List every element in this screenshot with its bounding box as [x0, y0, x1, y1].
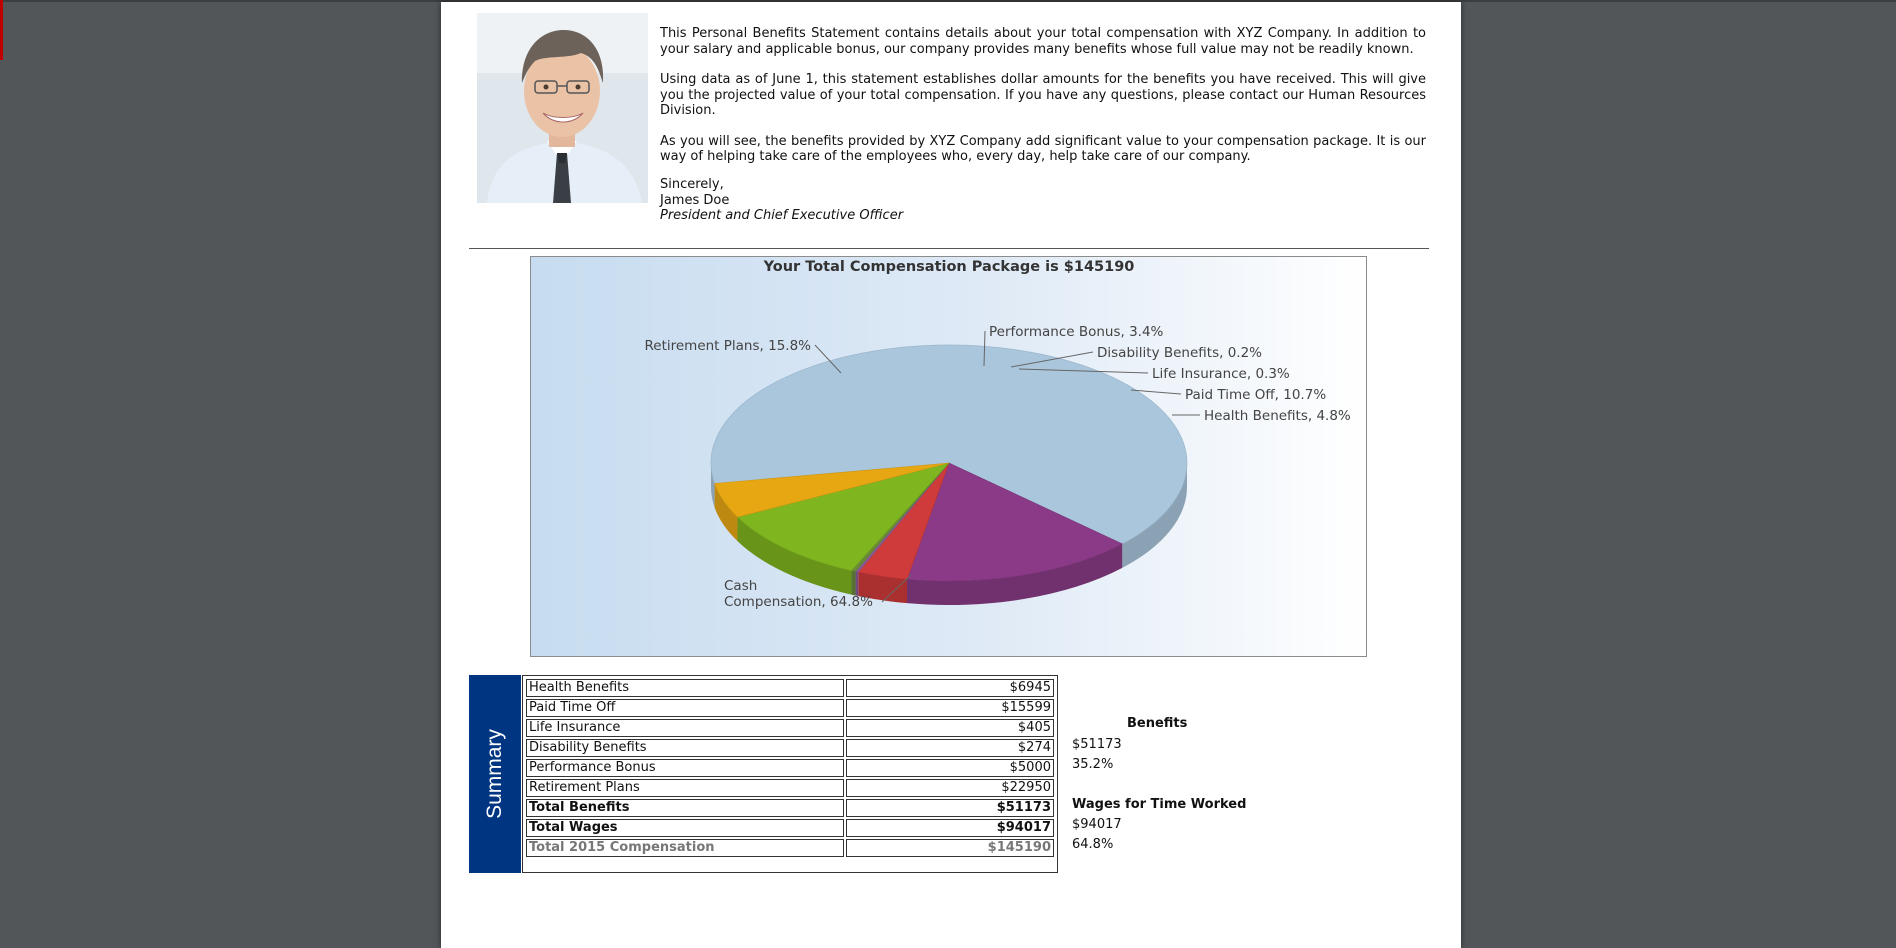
summary-row-label: Total Benefits: [526, 799, 844, 817]
letter-paragraph-3: As you will see, the benefits provided by XYZ Company add significant value to your compensation package. It is our way of helping take care of the employees who, every day, help take care of our company.: [660, 133, 1426, 164]
summary-row: [526, 819, 1054, 837]
summary-row-amount: $6945: [846, 679, 1054, 697]
summary-row-label: Total Wages: [526, 819, 844, 837]
summary-row: [526, 679, 1054, 697]
summary-row: [526, 839, 1054, 857]
summary-row-amount: $5000: [846, 759, 1054, 777]
pie-slice-label: Performance Bonus, 3.4%: [989, 324, 1164, 340]
summary-row: [526, 799, 1054, 817]
summary-table: [522, 675, 1058, 873]
summary-row-label: Paid Time Off: [526, 699, 844, 717]
section-divider: [469, 248, 1429, 249]
summary-band: [469, 675, 521, 873]
summary-row-label: Total 2015 Compensation: [526, 839, 844, 857]
letter-paragraph-1: This Personal Benefits Statement contains details about your total compensation with XYZ Company. In addition to your salary and applicable bonus, our company provides many benefits whose full value may not be readily known.: [660, 26, 1426, 57]
pie-slice-label: Health Benefits, 4.8%: [1204, 408, 1351, 424]
wages-percent: 64.8%: [1072, 837, 1114, 852]
wages-amount: $94017: [1072, 817, 1122, 832]
pie-slice-side: [851, 571, 855, 596]
benefits-heading: Benefits: [1127, 716, 1188, 731]
summary-row-label: Performance Bonus: [526, 759, 844, 777]
letter-paragraph-2: Using data as of June 1, this statement establishes dollar amounts for the benefits you have received. This will give you the projected value of your total compensation. If you have any questions, please contact our Human Resources Division.: [660, 72, 1426, 118]
summary-row-amount: $274: [846, 739, 1054, 757]
summary-row-label: Life Insurance: [526, 719, 844, 737]
summary-band-label: Summary: [483, 729, 506, 819]
pie-slice-side: [856, 572, 859, 597]
compensation-pie-chart: [530, 256, 1367, 657]
summary-row-amount: $15599: [846, 699, 1054, 717]
summary-row-amount: $405: [846, 719, 1054, 737]
benefits-amount: $51173: [1072, 737, 1122, 752]
wages-heading: Wages for Time Worked: [1072, 797, 1247, 812]
ceo-photo: [477, 13, 648, 203]
signature-block: [660, 177, 903, 224]
summary-row: [526, 719, 1054, 737]
closing: Sincerely,: [660, 177, 724, 192]
chart-title: Your Total Compensation Package is $145190: [763, 259, 1135, 275]
letter-body: [660, 26, 1426, 180]
summary-row-label: Health Benefits: [526, 679, 844, 697]
pie-slice-label: Paid Time Off, 10.7%: [1185, 387, 1327, 403]
summary-row: [526, 739, 1054, 757]
viewer-marker: [0, 0, 3, 60]
pie-slice-label: Life Insurance, 0.3%: [1152, 366, 1290, 382]
signer-title: President and Chief Executive Officer: [660, 208, 904, 223]
pie-slice-label: Disability Benefits, 0.2%: [1097, 345, 1262, 361]
summary-row-amount: $51173: [846, 799, 1054, 817]
document-page: [441, 2, 1461, 948]
summary-row-label: Retirement Plans: [526, 779, 844, 797]
pie-slice-label: Cash Compensation, 64.8%: [724, 578, 873, 610]
pie-slice-label: Retirement Plans, 15.8%: [644, 338, 811, 354]
summary-row: [526, 759, 1054, 777]
summary-row-label: Disability Benefits: [526, 739, 844, 757]
summary-row-amount: $145190: [846, 839, 1054, 857]
benefits-percent: 35.2%: [1072, 757, 1114, 772]
summary-row-amount: $94017: [846, 819, 1054, 837]
summary-row: [526, 699, 1054, 717]
signer-name: James Doe: [660, 192, 730, 208]
summary-row-amount: $22950: [846, 779, 1054, 797]
summary-row: [526, 779, 1054, 797]
